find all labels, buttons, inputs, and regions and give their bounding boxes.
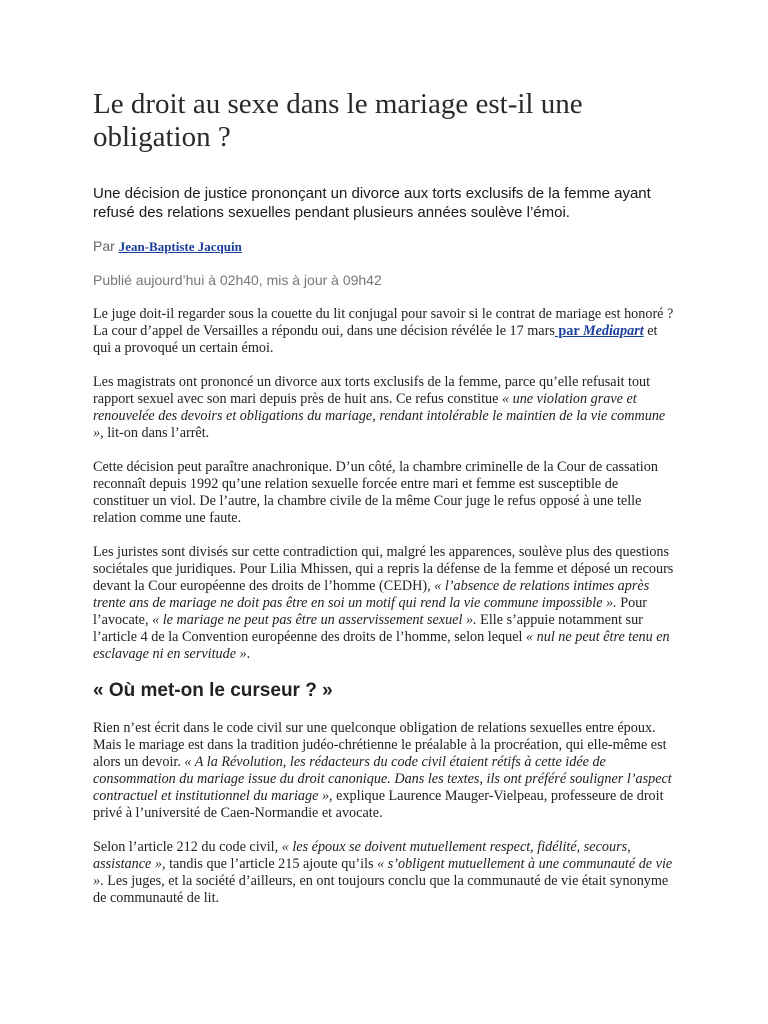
text-span: Selon l’article 212 du code civil, (93, 839, 282, 855)
text-span: Le juge doit-il regarder sous la couette du lit conjugal pour savoir si le contrat de mariage est honoré ? La cour d’appel de Versailles a répondu oui, dans une décision révélée le 17 mars (93, 306, 674, 339)
quote: « A la Révolution, les rédacteurs du code civil étaient rétifs à cette idée de consommation du mariage issue du droit canonique. Dans les textes, ils ont préféré souligner l’aspect contractuel et institutionnel du mariage » (93, 754, 672, 804)
mediapart-link[interactable] (555, 323, 644, 339)
text-span: , tandis que l’article 215 ajoute qu’ils (161, 856, 378, 872)
paragraph-1 (93, 306, 677, 357)
article (93, 88, 677, 924)
author-link[interactable]: Jean-Baptiste Jacquin (118, 239, 242, 254)
text-span: Les magistrats ont prononcé un divorce aux torts exclusifs de la femme, parce qu’elle refusait tout rapport sexuel avec son mari depuis près de huit ans. Ce refus constitue (93, 374, 651, 407)
quote: « l’absence de relations intimes après trente ans de mariage ne doit pas être en soi un motif qui rend la vie commune impossible ». (93, 578, 650, 611)
text-span: et qui a provoqué un certain émoi. (93, 323, 658, 356)
link-source: Mediapart (582, 323, 644, 339)
text-span: , lit-on dans l’arrêt. (100, 425, 210, 441)
quote: « une violation grave et renouvelée des devoirs et obligations du mariage, rendant intolérable le maintien de la vie commune » (93, 391, 666, 441)
text-span: . Les juges, et la société d’ailleurs, en ont toujours conclu que la communauté de vie était synonyme de communauté de lit. (93, 873, 669, 906)
publish-date: Publié aujourd’hui à 02h40, mis à jour à 09h42 (93, 272, 382, 288)
paragraph-3: Cette décision peut paraître anachronique. D’un côté, la chambre criminelle de la Cour de cassation reconnaît depuis 1992 qu’une relation sexuelle forcée entre mari et femme est susceptible de constituer un viol. De l’autre, la chambre civile de la même Cour juge le refus opposé à une telle relation comme une faute. (93, 459, 658, 526)
quote: « le mariage ne peut pas être un asservissement sexuel ». (152, 612, 477, 628)
text-span: Pour l’avocate, (93, 595, 648, 628)
quote: « nul ne peut être tenu en esclavage ni en servitude » (93, 629, 670, 662)
text-span: Rien n’est écrit dans le code civil sur une quelconque obligation de relations sexuelles entre époux. Mais le mariage est dans la tradition judéo-chrétienne le préalable à la procréation, qui elle-même est alors un devoir. (93, 720, 667, 770)
paragraph-5 (93, 720, 677, 822)
text-span: , explique Laurence Mauger-Vielpeau, professeure de droit privé à l’université de Caen-Normandie et avocate. (93, 788, 664, 821)
text-span: Elle s’appuie notamment sur l’article 4 de la Convention européenne des droits de l’homme, selon lequel (93, 612, 643, 645)
paragraph-4 (93, 544, 677, 663)
link-text: par (554, 323, 583, 339)
text-span: . (246, 646, 251, 662)
paragraph-6 (93, 839, 677, 907)
byline-prefix: Par (93, 238, 115, 254)
article-title: Le droit au sexe dans le mariage est-il une obligation ? (93, 88, 583, 153)
paragraph-2 (93, 374, 677, 442)
quote: « les époux se doivent mutuellement respect, fidélité, secours, assistance » (93, 839, 631, 872)
article-lede: Une décision de justice prononçant un divorce aux torts exclusifs de la femme ayant refusé des relations sexuelles pendant plusieurs années soulève l’émoi. (93, 185, 651, 221)
quote: « s’obligent mutuellement à une communauté de vie » (93, 856, 673, 889)
subheading: « Où met-on le curseur ? » (93, 680, 333, 701)
text-span: Les juristes sont divisés sur cette contradiction qui, malgré les apparences, soulève plus des questions sociétales que juridiques. Pour Lilia Mhissen, qui a repris la défense de la femme et déposé un recours devant la Cour européenne des droits de l’homme (CEDH), (93, 544, 674, 594)
byline (93, 238, 677, 255)
